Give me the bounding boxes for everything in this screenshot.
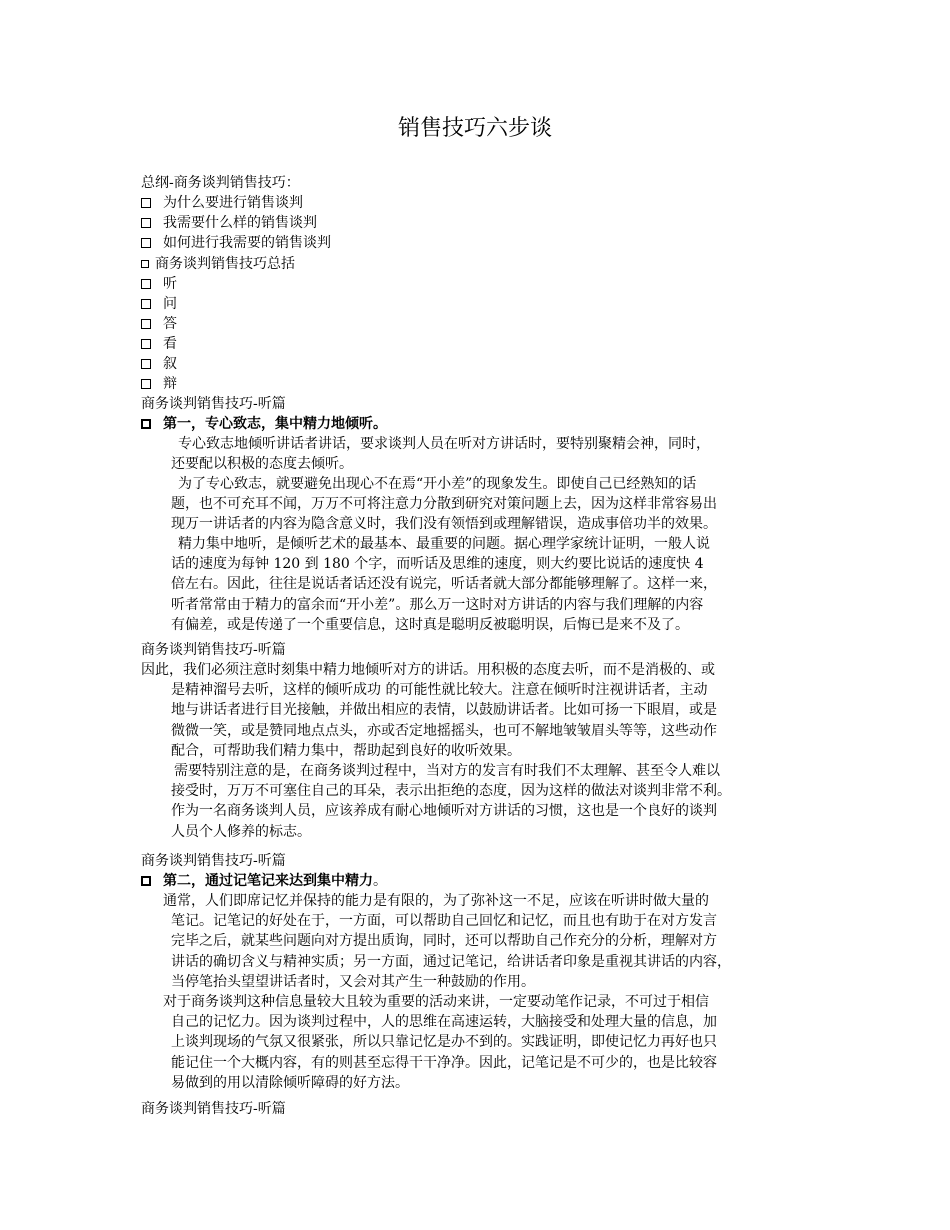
section-header: 商务谈判销售技巧-听篇 bbox=[141, 642, 286, 658]
checkbox-icon bbox=[141, 238, 151, 248]
section-header: 商务谈判销售技巧-听篇 bbox=[141, 396, 286, 412]
skill-item: 叙 bbox=[141, 354, 177, 374]
checkbox-icon bbox=[141, 198, 151, 208]
checkbox-icon bbox=[141, 279, 151, 289]
paragraph: 专心致志地倾听讲话者讲话，要求谈判人员在听对方讲话时，要特别聚精会神，同时， 还要配以积极的态度去倾听。 bbox=[171, 436, 710, 473]
section-point: 第二，通过记笔记来达到集中精力。 bbox=[141, 871, 387, 891]
checkbox-icon bbox=[141, 319, 151, 329]
checkbox-icon bbox=[141, 218, 151, 228]
paragraph: 精力集中地听，是倾听艺术的最基本、最重要的问题。据心理学家统计证明，一般人说 话的速度为每钟 120 到 180 个字，而听话及思维的速度，则大约要比说话的速度快 4 倍左右。因此，往往是说话者话还没有说完，听话者就大部分都能够理解了。这样一来， 听者常常由于精力的富余而“开小差”。那么万一这时对方讲话的内容与我们理解的内容 有偏差，或是传递了一个重要信息，这时真是聪明反被聪明误，后悔已是来不及了。 bbox=[171, 536, 717, 633]
section-header: 商务谈判销售技巧-听篇 bbox=[141, 853, 286, 869]
outline-item: 我需要什么样的销售谈判 bbox=[141, 213, 317, 233]
checkbox-icon bbox=[141, 299, 151, 309]
checkbox-icon bbox=[141, 876, 151, 886]
checkbox-icon bbox=[141, 419, 151, 429]
checkbox-icon bbox=[141, 359, 151, 369]
skill-item: 看 bbox=[141, 334, 177, 354]
outline-item: 如何进行我需要的销售谈判 bbox=[141, 233, 331, 253]
checkbox-icon bbox=[141, 339, 151, 349]
page-title: 销售技巧六步谈 bbox=[397, 116, 552, 141]
section-header: 商务谈判销售技巧-听篇 bbox=[141, 1101, 286, 1117]
skill-item: 听 bbox=[141, 274, 177, 294]
small-checkbox-icon bbox=[141, 260, 149, 268]
paragraph: 因此，我们必须注意时刻集中精力地倾听对方的讲话。用积极的态度去听，而不是消极的、或 是精神溜号去听，这样的倾听成功 的可能性就比较大。注意在倾听时注视讲话者，主动 地与讲话者进行目光接触，并做出相应的表情，以鼓励讲话者。比如可扬一下眼眉，或是 微微一笑，或是赞同地点点头，亦或否定地摇摇头，也可不解地皱皱眉头等等，这些动作 配合，可帮助我们精力集中，帮助起到良好的收听效果。 bbox=[141, 662, 717, 759]
skill-item: 辩 bbox=[141, 374, 177, 394]
outline-summary: 商务谈判销售技巧总括 bbox=[141, 254, 295, 274]
outline-item: 为什么要进行销售谈判 bbox=[141, 193, 303, 213]
outline-heading: 总纲-商务谈判销售技巧： bbox=[141, 175, 300, 191]
paragraph: 通常，人们即席记忆并保持的能力是有限的，为了弥补这一不足，应该在听讲时做大量的 笔记。记笔记的好处在于，一方面，可以帮助自己回忆和记忆，而且也有助于在对方发言 完毕之后，就某些问题向对方提出质询，同时，还可以帮助自己作充分的分析，理解对方 讲话的确切含义与精神实质；另一方面，通过记笔记，给讲话者印象是重视其讲话的内容， 当停笔抬头望望讲话者时，又会对其产生一种鼓励的作用。 bbox=[163, 893, 731, 990]
section-point: 第一，专心致志，集中精力地倾听。 bbox=[141, 414, 387, 434]
paragraph: 为了专心致志，就要避免出现心不在焉“开小差”的现象发生。即使自己已经熟知的话 题，也不可充耳不闻，万万不可将注意力分散到研究对策问题上去，因为这样非常容易出 现万一讲话者的内容为隐含意义时，我们没有领悟到或理解错误，造成事倍功半的效果。 bbox=[171, 476, 717, 533]
skill-item: 答 bbox=[141, 314, 177, 334]
paragraph: 对于商务谈判这种信息量较大且较为重要的活动来讲，一定要动笔作记录，不可过于相信 自己的记忆力。因为谈判过程中，人的思维在高速运转，大脑接受和处理大量的信息，加 上谈判现场的气氛又很紧张，所以只靠记忆是办不到的。实践证明，即使记忆力再好也只 能记住一个大概内容，有的则甚至忘得干干净净。因此，记笔记是不可少的，也是比较容 易做到的用以清除倾听障碍的好方法。 bbox=[163, 994, 717, 1091]
paragraph: 需要特别注意的是，在商务谈判过程中，当对方的发言有时我们不太理解、甚至令人难以 接受时，万万不可塞住自己的耳朵，表示出拒绝的态度，因为这样的做法对谈判非常不利。 作为一名商务谈判人员，应该养成有耐心地倾听对方讲话的习惯，这也是一个良好的谈判 人员个人修养的标志。 bbox=[171, 763, 731, 840]
skill-item: 问 bbox=[141, 294, 177, 314]
checkbox-icon bbox=[141, 379, 151, 389]
